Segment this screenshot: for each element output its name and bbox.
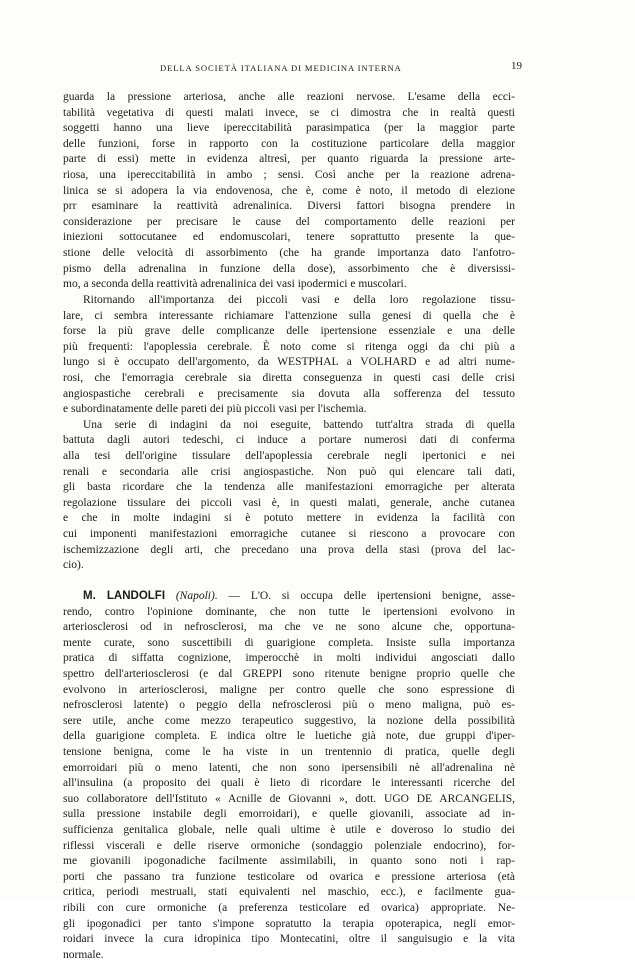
text-run: — L'O. si occupa delle ipertensioni benigne, asse- (228, 589, 515, 602)
text-line: pratica di siffatta cognizione, imperocchè in molti individui angosciati dallo (63, 652, 515, 665)
text-line: guarda la pressione arteriosa, anche alle reazioni nervose. L'esame della ecci- (63, 91, 515, 103)
paragraph-3 (63, 418, 515, 574)
text-line: Ritornando all'importanza dei piccoli vasi e della loro regolazione tissu- (83, 293, 515, 306)
author-affiliation: (Napoli). (175, 589, 218, 602)
text-line: cui imponenti manifestazioni emorragiche cutanee si riescono a provocare con (63, 528, 515, 541)
text-line: porti che passano tra funzione testicolare od ovarica e pressione arteriosa (età (63, 870, 515, 883)
page-number: 19 (511, 60, 522, 72)
text-line: all'insulina (a proposito dei quali è lieto di ricordare le interessanti ricerche del (63, 777, 515, 790)
text-line: sulla pressione instabile degli emorroidari), e quelle giovanili, associate ad in- (63, 808, 515, 821)
text-line: critica, periodi mestruali, stati equivalenti nel maschio, ecc.), e facilmente gua- (63, 886, 515, 899)
text-line: sere utile, anche come mezzo terapeutico suggestivo, la nozione della possibilità (63, 714, 515, 727)
text-line: soggetti hanno una lieve ipereccitabilità parasimpatica (per la maggior parte (63, 122, 515, 135)
text-line: delle funzioni, forse in rapporto con la costituzione particolare della maggior (63, 137, 515, 150)
text-line: regolazione tissulare dei piccoli vasi è, in questi malati, generale, anche cutanea (63, 496, 515, 509)
text-line: evolvono in arteriosclerosi, maligne per contro quelle che sono espressione di (63, 683, 515, 696)
text-line: roidari invece la cura idropinica tipo Montecatini, oltre il sanguisugio e la vita (63, 933, 515, 946)
text-line: rendo, contro l'opinione dominante, che non tutte le ipertensioni evolvono in (63, 605, 515, 618)
paragraph-1 (63, 90, 515, 293)
text-line: lare, ci sembra interessante richiamare l'attenzione sulla genesi di quella che è (63, 309, 515, 322)
article-body (63, 90, 515, 964)
text-line: prr esaminare la reattività adrenalinica. Diversi fattori bisogna prendere in (63, 200, 515, 213)
page-header (62, 60, 522, 78)
text-line: più frequenti: l'apoplessia cerebrale. È noto come si ritenga oggi da chi più a (63, 340, 515, 353)
text-line: e subordinatamente delle pareti dei più piccoli vasi per l'ischemia. (63, 403, 367, 416)
text-line: ribili con cure ormoniche (a preferenza testicolare ed ovarica) appropriate. Ne- (63, 902, 515, 915)
text-line: mo, a seconda della reattività adrenalinica dei vasi ipodermici e muscolari. (63, 278, 407, 291)
paragraph-landolfi (63, 589, 515, 964)
text-line: linica se si adopera la via endovenosa, che è, come è noto, il metodo di elezione (63, 184, 515, 197)
paragraph-2 (63, 293, 515, 418)
text-line: cio). (63, 559, 84, 572)
text-line: riflessi viscerali e delle riserve ormoniche (sondaggio polenziale endocrino), for- (63, 839, 515, 852)
text-line: suo collaboratore dell'Istituto « Acnille de Giovanni », dott. UGO DE ARCANGELIS, (63, 792, 515, 805)
text-line: Una serie di indagini da noi eseguite, battendo tutt'altra strada di quella (83, 418, 515, 431)
text-line: riosa, una ipereccitabilità in ambo ; sensi. Così anche per la reazione adrena- (63, 169, 515, 182)
text-line: gli ipogonadici per tanto s'impone sopratutto la terapia opoterapica, negli emor- (63, 917, 515, 930)
text-line: considerazione per precisare le cause del comportamento delle reazioni per (63, 215, 515, 228)
text-line: pismo della adrenalina in funzione della dose), assorbimento che è diversissi- (63, 262, 515, 275)
text-line: iniezioni sottocutanee ed endomuscolari, tenere soprattutto presente la que- (63, 231, 515, 244)
text-line: alla tesi dell'origine tissulare dell'apoplessia cerebrale negli ipertonici e nei (63, 450, 515, 463)
running-title: DELLA SOCIETÀ ITALIANA DI MEDICINA INTERNA (160, 63, 402, 73)
text-line: gli basta ricordare che la tendenza alle manifestazioni emorragiche per alterata (63, 481, 515, 494)
text-line: battuta dagli autori tedeschi, ci induce a portare numerosi dati di conferma (63, 434, 515, 447)
text-line: rosi, che l'emorragia cerebrale sia diretta conseguenza in questi casi delle crisi (63, 371, 515, 384)
text-line: tensione benigna, come le ha viste in un trentennio di pratica, quelle degli (63, 745, 515, 758)
text-line: ischemizzazione degli arti, che precedano una prova della stasi (prova del lac- (63, 543, 515, 556)
text-line: e che in molte indagini si è potuto mettere in evidenza la facilità con (63, 512, 515, 525)
text-line: renali e secondaria alle crisi angiospastiche. Non può qui elencare tali dati, (63, 465, 515, 478)
author-name: M. LANDOLFI (83, 589, 166, 602)
text-line: lungo si è occupato dell'argomento, da WESTPHAL a VOLHARD e ad altri nume- (63, 356, 515, 369)
author-line (63, 589, 515, 605)
text-line: della guarigione completa. E indica oltre le luetiche già note, due gruppi d'iper- (63, 730, 515, 743)
text-line: angiospastiche cerebrali e precisamente sia dovuta alla sofferenza del tessuto (63, 387, 515, 400)
text-line: mente curate, sono suscettibili di guarigione completa. Insiste sulla importanza (63, 636, 515, 649)
text-line: sufficienza genitalica globale, nelle quali ultime è utile e doveroso lo studio dei (63, 824, 515, 837)
text-line: nefrosclerosi latente) o peggio della nefrosclerosi più o meno maligna, può es- (63, 699, 515, 712)
text-line: normale. (63, 948, 104, 961)
text-line: spettro dell'arteriosclerosi (e dal GREPPI sono ritenute benigne proprio quelle che (63, 667, 515, 680)
text-line: stione delle velocità di assorbimento (che ha grande importanza dato l'anfotro- (63, 247, 515, 260)
spacer (63, 574, 515, 589)
text-line: forse la più grave delle complicanze delle ipertensione essenziale e una delle (63, 325, 515, 338)
text-line: arteriosclerosi od in nefrosclerosi, ma che ve ne sono alcune che, opportuna- (63, 621, 515, 634)
text-line: tabilità vegetativa di questi malati invece, se ci dimostra che in realtà questi (63, 106, 515, 119)
text-line: parte di essi) mette in evidenza altresì, per quanto riguarda la pressione arte- (63, 153, 515, 166)
text-line: me giovanili ipogonadiche facilmente assimilabili, in quanto sono noti i rap- (63, 855, 515, 868)
text-line: emorroidari più o meno latenti, che non sono ipersensibili nè all'adrenalina nè (63, 761, 515, 774)
